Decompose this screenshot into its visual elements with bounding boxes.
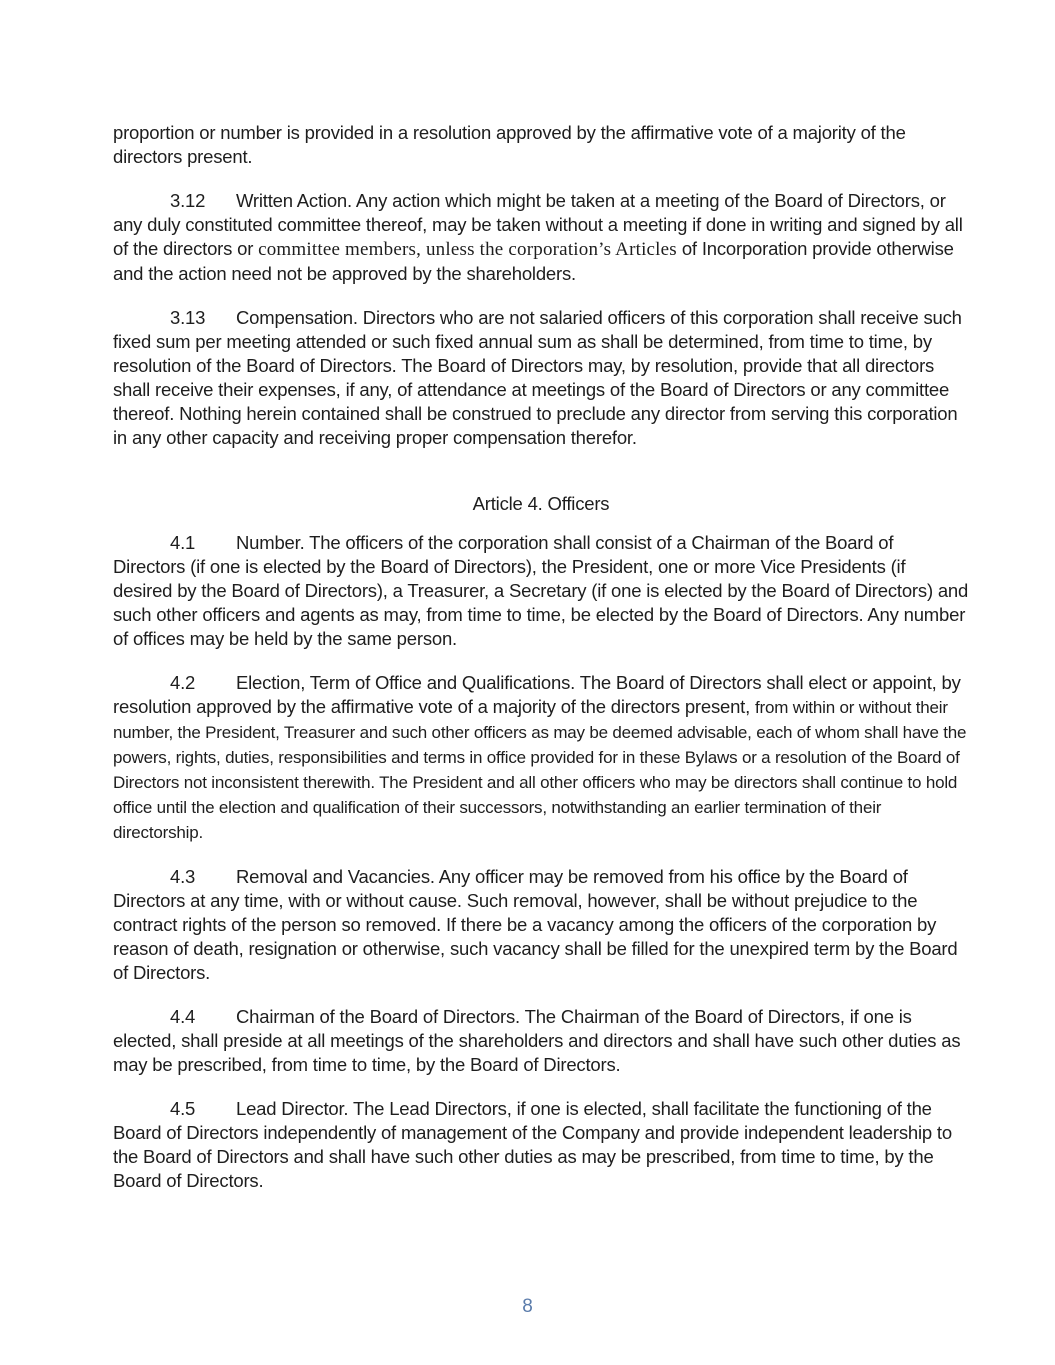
section-4-5-title: Lead Director.	[236, 1098, 349, 1119]
section-4-5-body: The Lead Directors, if one is elected, shall facilitate the functioning of the Board of Directors independently of management of the Company and provide independent leadership to the Board of Directors and shall have such other duties as may be prescribed, from time to time, by the Board of Directors.	[113, 1098, 952, 1191]
section-4-2-body: The Board of Directors shall elect or appoint, by resolution approved by the affirmative vote of a majority of the directors present,	[113, 672, 961, 717]
section-4-5	[113, 1097, 969, 1193]
section-4-4-number: 4.4	[170, 1006, 196, 1027]
section-4-2	[113, 671, 969, 845]
section-3-13-body: Directors who are not salaried officers of this corporation shall receive such fixed sum per meeting attended or such fixed annual sum as shall be determined, from time to time, by resolution of the Board of Directors. The Board of Directors may, by resolution, provide that all directors shall receive their expenses, if any, of attendance at meetings of the Board of Directors or any committee thereof. Nothing herein contained shall be construed to preclude any director from serving this corporation in any other capacity and receiving proper compensation therefor.	[113, 307, 962, 448]
section-4-1	[113, 531, 969, 651]
section-4-1-title: Number.	[236, 532, 305, 553]
page-number: 8	[522, 1296, 533, 1317]
section-3-12-body: Any action which might be taken at a meeting of the Board of Directors, or any duly constituted committee thereof, may be taken without a meeting if done in writing and signed by all of the directors or	[113, 190, 963, 259]
section-4-3	[113, 865, 969, 985]
section-4-4-body: The Chairman of the Board of Directors, if one is elected, shall preside at all meetings of the shareholders and directors and shall have such other duties as may be prescribed, from time to time, by the Board of Directors.	[113, 1006, 961, 1075]
section-4-1-body: The officers of the corporation shall consist of a Chairman of the Board of Directors (if one is elected by the Board of Directors), the President, one or more Vice Presidents (if desired by the Board of Directors), a Treasurer, a Secretary (if one is elected by the Board of Directors) and such other officers and agents as may, from time to time, be elected by the Board of Directors. Any number of offices may be held by the same person.	[113, 532, 969, 649]
page-content	[113, 121, 969, 1213]
section-3-13	[113, 306, 969, 450]
section-4-1-number: 4.1	[170, 532, 196, 553]
section-4-3-title: Removal and Vacancies.	[236, 866, 435, 887]
section-4-2-body-small: from within or without their number, the President, Treasurer and such other officers as may be deemed advisable, each of whom shall have the powers, rights, duties, responsibilities and terms in office provided for in these Bylaws or a resolution of the Board of Directors not inconsistent therewith. The President and all other officers who may be directors shall continue to hold office until the election and qualification of their successors, notwithstanding an earlier termination of their directorship.	[113, 698, 967, 842]
section-4-2-title: Election, Term of Office and Qualifications.	[236, 672, 576, 693]
article-heading: Article 4. Officers	[472, 493, 610, 514]
section-4-2-number: 4.2	[170, 672, 196, 693]
section-3-12-number: 3.12	[170, 190, 206, 211]
section-4-4	[113, 1005, 969, 1077]
section-3-12	[113, 189, 969, 286]
section-3-12-title: Written Action.	[236, 190, 352, 211]
section-3-13-title: Compensation.	[236, 307, 358, 328]
section-4-5-number: 4.5	[170, 1098, 196, 1119]
section-3-12-body-end: of Incorporation provide otherwise and the action need not be approved by the shareholders.	[113, 238, 954, 284]
section-4-3-body: Any officer may be removed from his office by the Board of Directors at any time, with or without cause. Such removal, however, shall be without prejudice to the contract rights of the person so removed. If there be a vacancy among the officers of the corporation by reason of death, resignation or otherwise, such vacancy shall be filled for the unexpired term by the Board of Directors.	[113, 866, 958, 983]
section-4-3-number: 4.3	[170, 866, 196, 887]
section-4-4-title: Chairman of the Board of Directors.	[236, 1006, 520, 1027]
paragraph-continuation: proportion or number is provided in a resolution approved by the affirmative vote of a majority of the directors present.	[113, 122, 906, 167]
section-3-13-number: 3.13	[170, 307, 206, 328]
section-3-12-body-serif: committee members, unless the corporation’s Articles	[258, 239, 677, 260]
